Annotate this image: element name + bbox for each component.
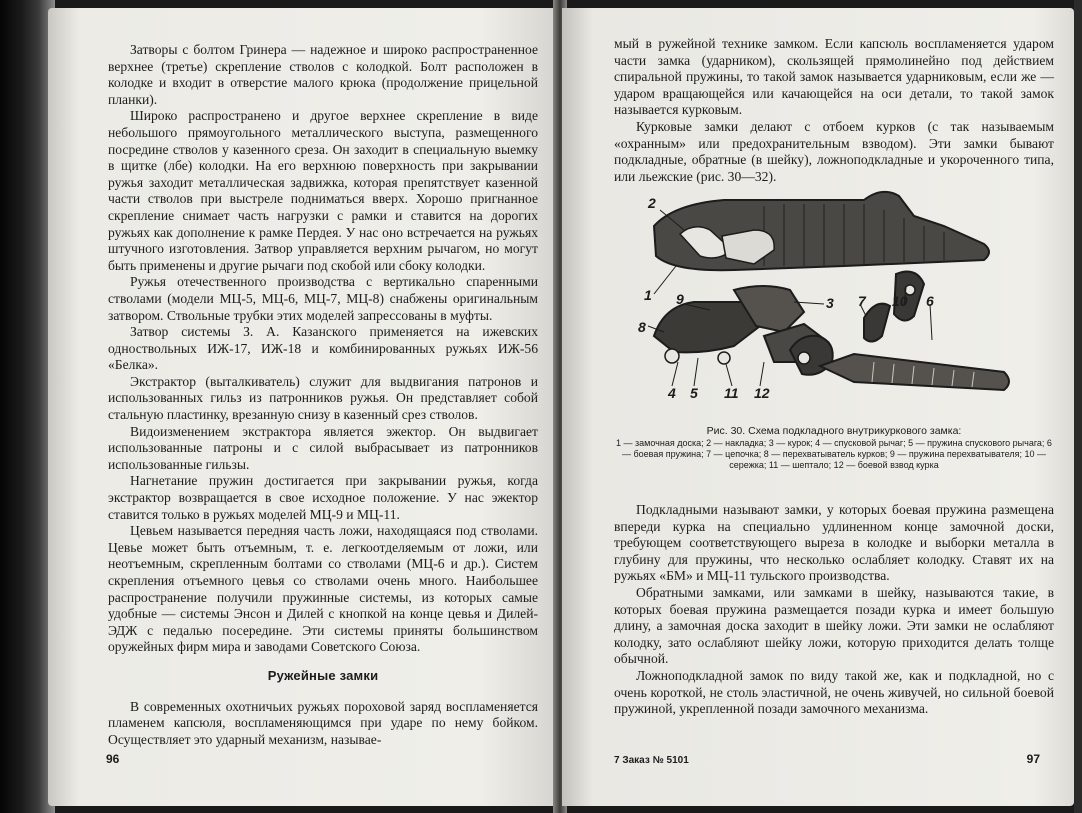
part-pin <box>718 352 730 364</box>
right-text-column-bottom <box>614 502 1054 718</box>
paragraph: Курковые замки делают с отбоем курков (с так называемым «охранным» или предохранительным взводом). Эти замки бывают подкладные, обратные (в шейку), ложноподкладные и укороченного типа, или льежские (рис. 30—32). <box>614 118 1054 184</box>
figure-label: 11 <box>724 385 739 401</box>
paragraph: Обратными замками, или замками в шейку, называются такие, в которых боевая пружина размещается позади курка и имеет большую длину, а замочная доска заходит в шейку ложи. Эти замки не ослабляют колодку, зато ослабляют шейку ложи, которую приходится делать толще обычной. <box>614 584 1054 667</box>
part-stirrup <box>864 304 890 342</box>
figure-label: 6 <box>926 293 934 309</box>
book-edge-left <box>0 0 55 813</box>
printing-signature: 7 Заказ № 5101 <box>614 755 689 766</box>
section-heading: Ружейные замки <box>267 667 379 683</box>
right-text-column-top <box>614 36 1054 185</box>
part-mainspring <box>820 354 1009 390</box>
figure-label: 8 <box>638 319 646 335</box>
part-pin <box>798 352 810 364</box>
figure-label: 5 <box>690 385 698 401</box>
figure-label: 1 <box>644 287 652 303</box>
figure-label: 2 <box>648 195 656 211</box>
paragraph: Экстрактор (выталкиватель) служит для выдвигания патронов и использованных гильз из патронников ружья. Он представляет собой стальную пластинку, врезанную снизу в казенный срез стволов. <box>108 373 538 423</box>
paragraph: Ружья отечественного производства с вертикально спаренными стволами (модели МЦ-5, МЦ-6, МЦ-7, МЦ-8) снабжены оригинальным затвором. Ствольные трубки этих моделей запрессованы в муфты. <box>108 274 538 323</box>
figure-caption-title: Рис. 30. Схема подкладного внутрикуркового замка: <box>706 425 962 437</box>
figure-label: 3 <box>826 295 834 311</box>
figure-label: 12 <box>754 385 770 401</box>
page-number-left: 96 <box>106 752 120 766</box>
paragraph: мый в ружейной технике замком. Если капсюль воспламеняется ударом части замка (ударником), скользящей прямолинейно под действием спиральной пружины, то такой замок называется ударниковым, если же — ударом вращающейся или качающейся на оси детали, то такой замок называется курковым. <box>614 36 1054 118</box>
paragraph: Цевьем называется передняя часть ложи, находящаяся под стволами. Цевье может быть отъемным, т. е. легкоотделяемым от ложи, или неотъемным, скрепленным болтами со стволами (МЦ-6 и др.). Систем скрепления отъемного цевья со стволами очень много. Наибольшее распространение получили пружинные системы, из которых самые удобные — системы Энсон и Дилей с кнопкой на конце цевья и Дилей-ЭДЖ с педалью посередине. Эти системы приняты большинством оружейных фирм мира и заводами Советского Союза. <box>108 523 538 655</box>
figure-caption <box>614 426 1054 471</box>
figure-label: 9 <box>676 291 684 307</box>
paragraph: Широко распространено и другое верхнее скрепление в виде небольшого прямоугольного металлического выступа, размещенного посредине стволов у казенного среза. Он заходит в специальную выемку в щитке (лбе) колодки. На его верхнюю поверхность при закрывании ружья заходит металлическая задвижка, которая препятствует казенной части стволов при выстреле подниматься вверх. Хорошо пригнанное скрепление снимает часть нагрузки с рамки и ставится на дорогих ружьях как дополнение к рамке Пердея. У нас оно встречается на ружьях штучного изготовления. Затвор управляется верхним рычагом, но могут быть применены и другие рычаги под скобой или сбоку колодки. <box>108 108 538 273</box>
right-page <box>562 8 1074 806</box>
left-page <box>48 8 558 806</box>
book-edge-right <box>1074 0 1082 813</box>
figure-label: 4 <box>668 385 676 401</box>
figure-caption-body: 1 — замочная доска; 2 — накладка; 3 — курок; 4 — спусковой рычаг; 5 — пружина спускового рычага; 6 — боевая пружина; 7 — цепочка; 8 — перехватыватель курков; 9 — пружина перехватывателя; 10 — сережка; 11 — шептало; 12 — боевой взвод курка <box>616 438 1052 470</box>
paragraph: Нагнетание пружин достигается при закрывании ружья, когда экстрактор возвращается в свое исходное положение. У нас эжектор ставится только в ружьях моделей МЦ-9 и МЦ-11. <box>108 473 538 522</box>
lock-diagram-figure <box>614 186 1054 406</box>
paragraph: Затвор системы З. А. Казанского применяется на ижевских одноствольных ИЖ-17, ИЖ-18 и комбинированных ружьях ИЖ-56 «Белка». <box>108 324 538 373</box>
paragraph: Видоизменением экстрактора является эжектор. Он выдвигает использованные патроны и с силой выбрасывает из патронников использованные гильзы. <box>108 423 538 472</box>
left-text-column <box>108 42 538 748</box>
part-pin <box>665 349 679 363</box>
figure-label: 7 <box>858 293 866 309</box>
paragraph: Затворы с болтом Гринера — надежное и широко распространенное верхнее (третье) скрепление стволов с колодкой. Болт расположен в колодке и входит в отверстие малого крюка (продолжение прицельной планки). <box>108 42 538 107</box>
paragraph: В современных охотничьих ружьях пороховой заряд воспламеняется пламенем капсюля, воспламеняющимся при ударе по нему бойком. Осуществляет это ударный механизм, называе- <box>108 698 538 747</box>
paragraph: Подкладными называют замки, у которых боевая пружина размещена впереди курка на специально удлиненном конце замочной доски, требующем соответствующего выреза в колодке и выборки металла в глубину для пружины, что несколько ослабляет колодку. Ставят их на ружьях «БМ» и МЦ-11 тульского производства. <box>614 502 1054 584</box>
figure-label: 10 <box>892 293 908 309</box>
page-number-right: 97 <box>1026 752 1040 766</box>
paragraph: Ложноподкладной замок по виду такой же, как и подкладной, но с очень короткой, не столь эластичной, не очень живучей, но сильной боевой пружиной, укрепленной позади замочного механизма. <box>614 667 1054 717</box>
